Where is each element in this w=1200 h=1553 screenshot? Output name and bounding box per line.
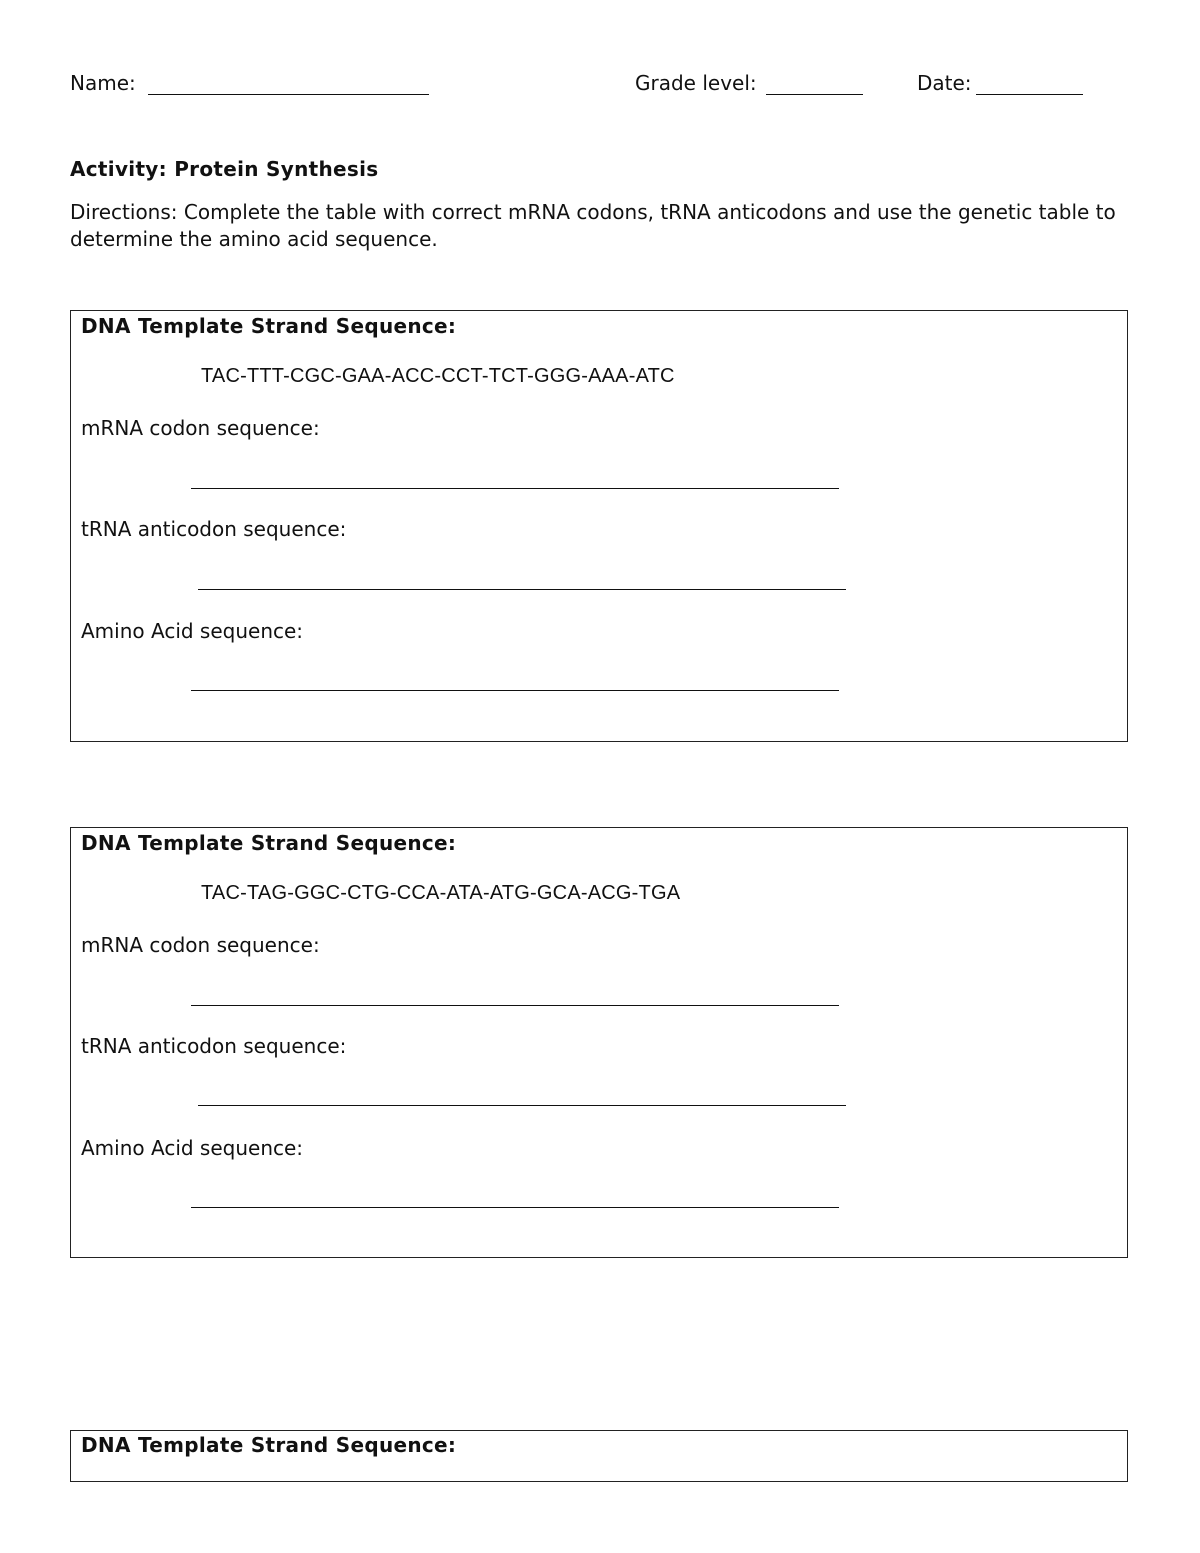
amino-acid-label: Amino Acid sequence:: [81, 619, 304, 643]
dna-sequence: TAC-TTT-CGC-GAA-ACC-CCT-TCT-GGG-AAA-ATC: [201, 365, 675, 387]
date-blank[interactable]: [976, 94, 1083, 95]
name-label: Name:: [70, 71, 136, 95]
amino-acid-answer-line[interactable]: [191, 690, 839, 691]
dna-template-heading: DNA Template Strand Sequence:: [81, 314, 457, 338]
grade-level-label: Grade level:: [635, 71, 757, 95]
amino-acid-label: Amino Acid sequence:: [81, 1136, 304, 1160]
trna-answer-line[interactable]: [198, 589, 846, 590]
dna-template-heading: DNA Template Strand Sequence:: [81, 831, 457, 855]
activity-title: Activity: Protein Synthesis: [70, 157, 379, 181]
date-label: Date:: [917, 71, 972, 95]
trna-label: tRNA anticodon sequence:: [81, 517, 347, 541]
dna-sequence: TAC-TAG-GGC-CTG-CCA-ATA-ATG-GCA-ACG-TGA: [201, 882, 681, 904]
mrna-label: mRNA codon sequence:: [81, 416, 320, 440]
mrna-label: mRNA codon sequence:: [81, 933, 320, 957]
grade-level-blank[interactable]: [766, 94, 863, 95]
mrna-answer-line[interactable]: [191, 488, 839, 489]
sequence-box-3: [70, 1430, 1128, 1482]
directions-text: Directions: Complete the table with correct mRNA codons, tRNA anticodons and use the genetic table to determine the amino acid sequence.: [70, 200, 1116, 251]
amino-acid-answer-line[interactable]: [191, 1207, 839, 1208]
trna-label: tRNA anticodon sequence:: [81, 1034, 347, 1058]
sequence-box-1: [70, 310, 1128, 742]
dna-template-heading: DNA Template Strand Sequence:: [81, 1433, 457, 1457]
trna-answer-line[interactable]: [198, 1105, 846, 1106]
sequence-box-2: [70, 827, 1128, 1258]
name-blank[interactable]: [148, 94, 429, 95]
mrna-answer-line[interactable]: [191, 1005, 839, 1006]
